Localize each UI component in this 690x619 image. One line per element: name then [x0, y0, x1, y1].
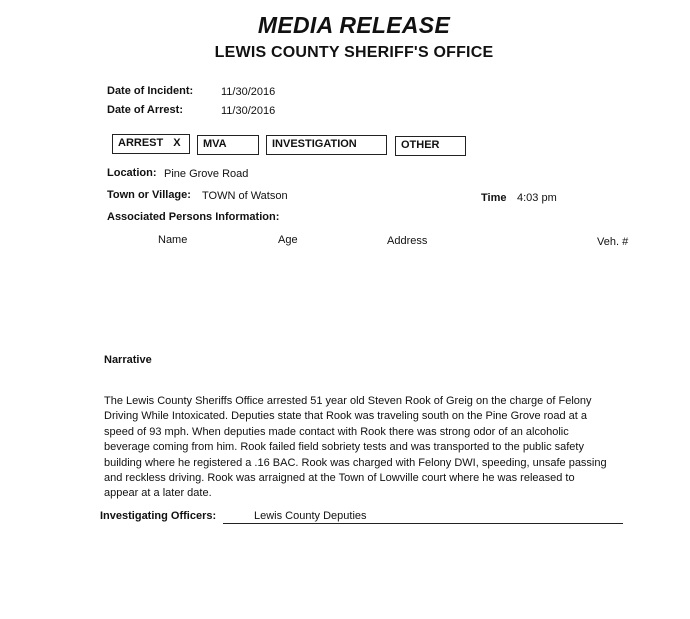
date-of-incident-label: Date of Incident: [107, 85, 194, 97]
town-value: TOWN of Watson [202, 190, 288, 202]
category-mva-label: MVA [203, 138, 227, 150]
narrative-line: Driving While Intoxicated. Deputies state that Rook was traveling south on the Pine Grove road at a [104, 410, 588, 423]
time-value: 4:03 pm [517, 192, 557, 204]
narrative-heading: Narrative [104, 354, 152, 366]
location-label: Location: [107, 167, 157, 179]
narrative-line: appear at a later date. [104, 487, 212, 500]
date-of-arrest-value: 11/30/2016 [221, 105, 276, 117]
date-of-arrest-label: Date of Arrest: [107, 104, 183, 116]
narrative-line: beverage coming from him. Rook failed field sobriety tests and was transported to the public safety [104, 441, 584, 454]
investigating-officers-label: Investigating Officers: [100, 510, 217, 522]
category-mva-box [197, 135, 259, 155]
time-label: Time [481, 192, 507, 204]
page-subtitle: LEWIS COUNTY SHERIFF'S OFFICE [214, 44, 494, 61]
column-name: Name [158, 234, 188, 246]
category-arrest-box [112, 134, 190, 154]
persons-heading: Associated Persons Information: [107, 211, 280, 223]
column-age: Age [278, 234, 298, 246]
category-investigation-box [266, 135, 387, 155]
column-vehicle: Veh. # [597, 236, 629, 248]
category-other-box [395, 136, 466, 156]
narrative-line: The Lewis County Sheriffs Office arrested 51 year old Steven Rook of Greig on the charge of Felony [104, 395, 592, 407]
page-title: MEDIA RELEASE [257, 12, 451, 38]
narrative-line: building where he registered a .16 BAC. Rook was charged with Felony DWI, speeding, unsafe passing [104, 456, 607, 469]
category-other-label: OTHER [401, 139, 440, 151]
date-of-incident-value: 11/30/2016 [221, 86, 276, 98]
column-address: Address [387, 235, 428, 247]
location-value: Pine Grove Road [164, 168, 249, 180]
narrative-body [104, 394, 624, 502]
narrative-line: and reckless driving. Rook was arraigned at the Town of Lowville court where he was released to [104, 472, 575, 485]
signature-line [223, 523, 623, 524]
town-label: Town or Village: [107, 189, 191, 201]
category-investigation-label: INVESTIGATION [272, 138, 357, 150]
category-arrest-label: ARREST [118, 137, 164, 149]
investigating-officers-value: Lewis County Deputies [254, 510, 367, 522]
category-arrest-mark: X [173, 137, 181, 149]
narrative-line: speed of 93 mph. When deputies made contact with Rook there was strong odor of an alcoholic [104, 425, 569, 438]
